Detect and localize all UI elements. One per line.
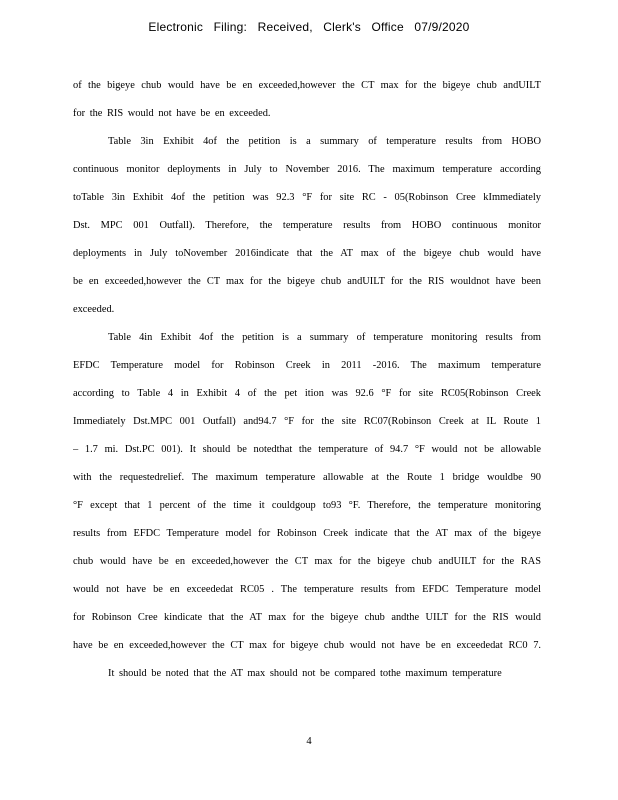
- filing-stamp-header: Electronic Filing: Received, Clerk's Office 07/9/2020: [148, 20, 470, 34]
- body-line: °F except that 1 percent of the time it couldgoup to93 °F. Therefore, the temperature monitoring: [73, 500, 541, 511]
- body-line: – 1.7 mi. Dst.PC 001). It should be notedthat the temperature of 94.7 °F would not be allowable: [73, 444, 541, 455]
- body-line: results from EFDC Temperature model for Robinson Creek indicate that the AT max of the bigeye: [73, 528, 541, 539]
- body-line: be en exceeded,however the CT max for the bigeye chub andUILT for the RIS wouldnot have been: [73, 276, 541, 287]
- page-number: 4: [306, 736, 312, 747]
- body-line: have be en exceeded,however the CT max for bigeye chub would not have be en exceededat RC0 7.: [73, 640, 541, 651]
- body-line: Immediately Dst.MPC 001 Outfall) and94.7 °F for the site RC07(Robinson Creek at IL Route 1: [73, 416, 541, 427]
- body-line: exceeded.: [73, 304, 115, 315]
- body-line: chub would have be en exceeded,however the CT max for the bigeye chub andUILT for the RAS: [73, 556, 541, 567]
- body-line: of the bigeye chub would have be en exceeded,however the CT max for the bigeye chub andUILT: [73, 80, 541, 91]
- body-line: would not have be en exceededat RC05 . The temperature results from EFDC Temperature model: [73, 584, 541, 595]
- document-body: [73, 72, 541, 688]
- paragraph-first-line: Table 3in Exhibit 4of the petition is a summary of temperature results from HOBO: [108, 136, 541, 147]
- body-line: for the RIS would not have be en exceeded.: [73, 108, 271, 119]
- body-line: deployments in July toNovember 2016indicate that the AT max of the bigeye chub would have: [73, 248, 541, 259]
- body-line: with the requestedrelief. The maximum temperature allowable at the Route 1 bridge wouldbe 90: [73, 472, 541, 483]
- body-line: EFDC Temperature model for Robinson Creek in 2011 -2016. The maximum temperature: [73, 360, 541, 371]
- paragraph-first-line: Table 4in Exhibit 4of the petition is a summary of temperature monitoring results from: [108, 332, 541, 343]
- body-line: for Robinson Cree kindicate that the AT max for the bigeye chub andthe UILT for the RIS would: [73, 612, 541, 623]
- body-line: continuous monitor deployments in July to November 2016. The maximum temperature according: [73, 164, 541, 175]
- body-line: toTable 3in Exhibit 4of the petition was 92.3 °F for site RC - 05(Robinson Cree kImmediately: [73, 192, 541, 203]
- body-line: according to Table 4 in Exhibit 4 of the pet ition was 92.6 °F for site RC05(Robinson Creek: [73, 388, 541, 399]
- body-line: Dst. MPC 001 Outfall). Therefore, the temperature results from HOBO continuous monitor: [73, 220, 541, 231]
- paragraph-first-line: It should be noted that the AT max should not be compared tothe maximum temperature: [108, 668, 502, 679]
